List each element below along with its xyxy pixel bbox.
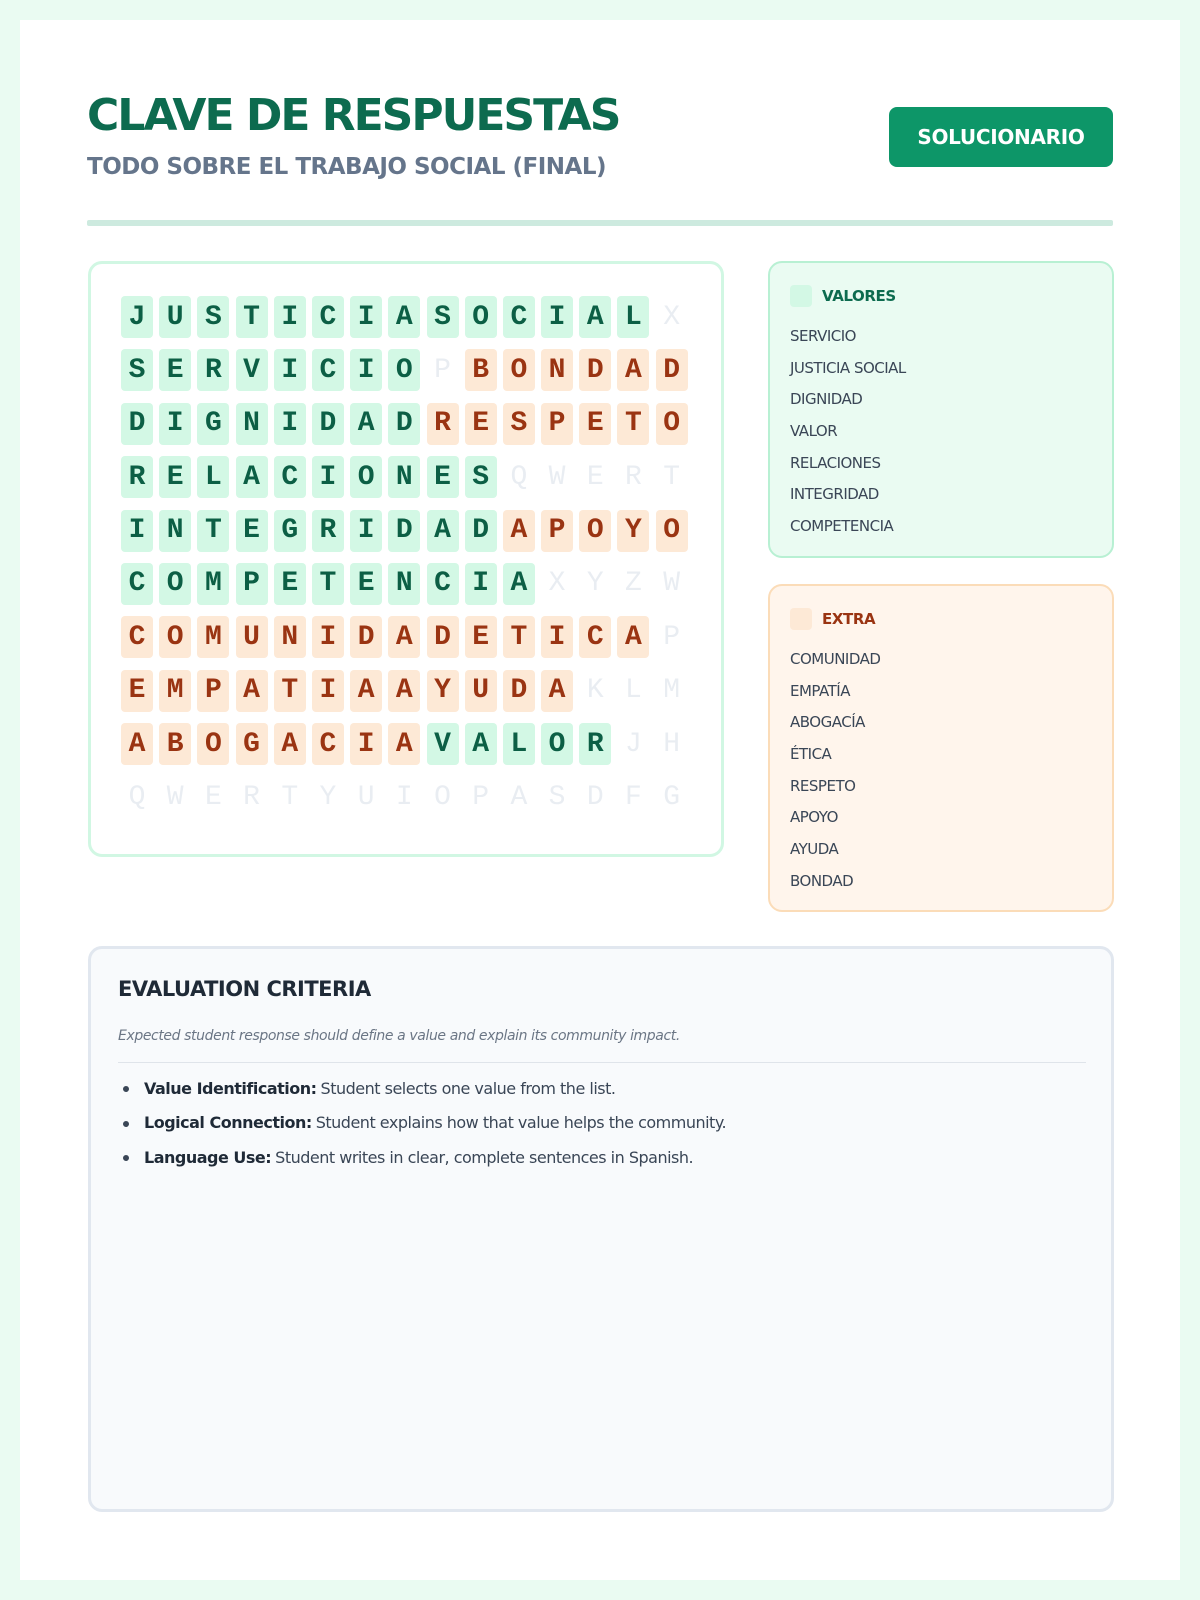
grid-cell: T xyxy=(197,510,229,552)
extra-box xyxy=(768,584,1114,912)
valores-box xyxy=(768,261,1114,558)
grid-cell: P xyxy=(236,563,268,605)
extra-word-list xyxy=(790,644,880,898)
grid-cell: O xyxy=(503,349,535,391)
grid-cell: D xyxy=(656,349,688,391)
evaluation-criteria-panel xyxy=(88,946,1114,1512)
grid-cell: S xyxy=(427,296,459,338)
valores-label: VALORES xyxy=(822,287,896,305)
valores-heading xyxy=(790,285,896,307)
grid-cell: A xyxy=(350,403,382,445)
grid-cell: R xyxy=(121,456,153,498)
grid-cell: U xyxy=(465,670,497,712)
grid-cell: X xyxy=(548,568,566,600)
grid-cell: G xyxy=(663,782,681,814)
grid-cell: N xyxy=(388,563,420,605)
grid-cell: L xyxy=(197,456,229,498)
grid-cell: Y xyxy=(427,670,459,712)
list-item: RESPETO xyxy=(790,776,856,795)
grid-cell: P xyxy=(434,354,451,386)
grid-cell: G xyxy=(197,403,229,445)
bullet-icon xyxy=(123,1086,129,1092)
grid-cell: O xyxy=(579,510,611,552)
criteria-item xyxy=(118,1072,726,1106)
grid-cell: D xyxy=(388,510,420,552)
grid-cell: O xyxy=(656,403,688,445)
grid-cell: E xyxy=(350,563,382,605)
grid-cell: C xyxy=(121,563,153,605)
grid-cell: I xyxy=(312,616,344,658)
grid-cell: G xyxy=(274,510,306,552)
grid-cell: T xyxy=(663,461,681,493)
grid-cell: T xyxy=(236,296,268,338)
grid-cell: A xyxy=(541,670,573,712)
grid-cell: E xyxy=(465,403,497,445)
grid-cell: D xyxy=(312,403,344,445)
grid-cell: P xyxy=(197,670,229,712)
grid-cell: E xyxy=(121,670,153,712)
grid-cell: S xyxy=(197,296,229,338)
grid-cell: W xyxy=(663,568,681,600)
grid-cell: C xyxy=(312,723,344,765)
grid-cell: I xyxy=(541,616,573,658)
criteria-note: Expected student response should define a value and explain its community impact. xyxy=(118,1028,680,1044)
grid-cell: C xyxy=(312,296,344,338)
grid-cell: T xyxy=(281,782,299,814)
grid-cell: Y xyxy=(617,510,649,552)
grid-cell: A xyxy=(236,670,268,712)
grid-cell: E xyxy=(465,616,497,658)
grid-cell: T xyxy=(617,403,649,445)
criteria-item-text: Student selects one value from the list. xyxy=(320,1079,616,1098)
grid-cell: R xyxy=(312,510,344,552)
word-search-grid xyxy=(121,296,688,819)
list-item: SERVICIO xyxy=(790,327,856,345)
criteria-title: EVALUATION CRITERIA xyxy=(118,977,371,1001)
list-item: BONDAD xyxy=(790,871,854,890)
grid-cell: A xyxy=(427,510,459,552)
grid-cell: Y xyxy=(319,782,337,814)
grid-cell: A xyxy=(510,782,528,814)
list-item: ABOGACÍA xyxy=(790,713,865,732)
grid-cell: O xyxy=(656,510,688,552)
grid-cell: R xyxy=(243,782,260,814)
grid-cell: R xyxy=(625,461,642,493)
grid-cell: B xyxy=(159,723,191,765)
grid-cell: T xyxy=(503,616,535,658)
grid-cell: I xyxy=(274,403,306,445)
grid-cell: S xyxy=(548,782,566,814)
grid-cell: A xyxy=(236,456,268,498)
grid-cell: A xyxy=(274,723,306,765)
grid-cell: C xyxy=(503,296,535,338)
grid-cell: U xyxy=(236,616,268,658)
grid-cell: N xyxy=(388,456,420,498)
grid-cell: I xyxy=(312,670,344,712)
grid-cell: A xyxy=(465,723,497,765)
grid-cell: I xyxy=(350,510,382,552)
grid-cell: V xyxy=(427,723,459,765)
grid-cell: S xyxy=(503,403,535,445)
grid-cell: N xyxy=(274,616,306,658)
grid-cell: H xyxy=(663,728,681,760)
grid-cell: O xyxy=(159,616,191,658)
valores-swatch xyxy=(790,285,812,307)
grid-cell: E xyxy=(274,563,306,605)
grid-cell: Y xyxy=(586,568,604,600)
page-subtitle: TODO SOBRE EL TRABAJO SOCIAL (FINAL) xyxy=(87,154,607,180)
grid-cell: A xyxy=(388,616,420,658)
grid-cell: G xyxy=(236,723,268,765)
grid-cell: T xyxy=(274,670,306,712)
grid-cell: C xyxy=(427,563,459,605)
list-item: APOYO xyxy=(790,808,838,827)
extra-swatch xyxy=(790,608,812,630)
bullet-icon xyxy=(123,1155,129,1161)
grid-cell: M xyxy=(197,563,229,605)
grid-cell: T xyxy=(312,563,344,605)
criteria-item-label: Value Identification: xyxy=(144,1079,317,1098)
grid-cell: D xyxy=(465,510,497,552)
grid-cell: Q xyxy=(510,461,528,493)
bullet-icon xyxy=(123,1121,129,1127)
valores-word-list xyxy=(790,321,906,543)
grid-cell: L xyxy=(625,675,642,707)
grid-cell: A xyxy=(617,616,649,658)
grid-cell: D xyxy=(350,616,382,658)
list-item: ÉTICA xyxy=(790,745,832,764)
grid-cell: Z xyxy=(625,568,642,600)
criteria-item-label: Language Use: xyxy=(144,1147,272,1167)
grid-cell: M xyxy=(663,675,681,707)
grid-cell: J xyxy=(121,296,153,338)
grid-cell: A xyxy=(503,563,535,605)
grid-cell: I xyxy=(350,723,382,765)
grid-cell: U xyxy=(357,782,375,814)
grid-cell: A xyxy=(388,723,420,765)
grid-cell: A xyxy=(388,296,420,338)
grid-cell: E xyxy=(579,403,611,445)
grid-cell: K xyxy=(586,675,604,707)
grid-cell: D xyxy=(579,349,611,391)
list-item: COMPETENCIA xyxy=(790,517,894,536)
criteria-list xyxy=(118,1072,726,1175)
grid-cell: I xyxy=(350,349,382,391)
grid-cell: M xyxy=(197,616,229,658)
grid-cell: C xyxy=(121,616,153,658)
grid-cell: D xyxy=(388,403,420,445)
criteria-item-text: Student explains how that value helps the community. xyxy=(315,1113,727,1133)
grid-cell: R xyxy=(197,349,229,391)
grid-cell: O xyxy=(465,296,497,338)
grid-cell: E xyxy=(159,456,191,498)
grid-cell: E xyxy=(586,461,604,493)
grid-cell: P xyxy=(663,621,681,653)
grid-cell: N xyxy=(541,349,573,391)
grid-cell: I xyxy=(312,456,344,498)
grid-cell: A xyxy=(503,510,535,552)
page-title: CLAVE DE RESPUESTAS xyxy=(87,90,620,141)
grid-cell: O xyxy=(541,723,573,765)
criteria-item xyxy=(118,1106,726,1140)
grid-cell: B xyxy=(465,349,497,391)
list-item: INTEGRIDAD xyxy=(790,485,879,504)
grid-cell: S xyxy=(121,349,153,391)
list-item: EMPATÍA xyxy=(790,681,850,700)
grid-cell: R xyxy=(427,403,459,445)
grid-cell: N xyxy=(159,510,191,552)
grid-cell: I xyxy=(121,510,153,552)
grid-cell: P xyxy=(472,782,490,814)
grid-cell: U xyxy=(159,296,191,338)
grid-cell: C xyxy=(579,616,611,658)
header-divider xyxy=(87,220,1113,226)
grid-cell: E xyxy=(204,782,222,814)
grid-cell: L xyxy=(503,723,535,765)
grid-cell: O xyxy=(159,563,191,605)
grid-cell: E xyxy=(236,510,268,552)
grid-cell: O xyxy=(434,782,451,814)
grid-cell: P xyxy=(541,510,573,552)
grid-cell: A xyxy=(121,723,153,765)
grid-cell: O xyxy=(350,456,382,498)
grid-cell: A xyxy=(350,670,382,712)
grid-cell: M xyxy=(159,670,191,712)
criteria-item-text: Student writes in clear, complete sentences in Spanish. xyxy=(275,1147,694,1167)
grid-cell: C xyxy=(274,456,306,498)
grid-cell: P xyxy=(541,403,573,445)
grid-cell: D xyxy=(503,670,535,712)
grid-cell: F xyxy=(625,782,642,814)
grid-cell: E xyxy=(159,349,191,391)
grid-cell: S xyxy=(465,456,497,498)
grid-cell: R xyxy=(579,723,611,765)
grid-cell: D xyxy=(427,616,459,658)
grid-cell: W xyxy=(548,461,566,493)
grid-cell: I xyxy=(465,563,497,605)
grid-cell: A xyxy=(388,670,420,712)
criteria-item xyxy=(118,1141,726,1175)
criteria-item-label: Logical Connection: xyxy=(144,1113,312,1133)
list-item: AYUDA xyxy=(790,840,839,859)
grid-cell: I xyxy=(274,296,306,338)
grid-cell: J xyxy=(625,728,642,760)
list-item: COMUNIDAD xyxy=(790,650,881,668)
grid-cell: I xyxy=(395,782,413,814)
grid-cell: E xyxy=(427,456,459,498)
grid-cell: N xyxy=(236,403,268,445)
grid-cell: O xyxy=(388,349,420,391)
grid-cell: I xyxy=(274,349,306,391)
list-item: JUSTICIA SOCIAL xyxy=(790,358,906,377)
grid-cell: L xyxy=(617,296,649,338)
grid-cell: W xyxy=(166,782,184,814)
grid-cell: O xyxy=(197,723,229,765)
criteria-divider xyxy=(118,1062,1086,1063)
grid-cell: I xyxy=(159,403,191,445)
grid-cell: C xyxy=(312,349,344,391)
grid-cell: I xyxy=(350,296,382,338)
grid-cell: D xyxy=(121,403,153,445)
solucionario-badge: SOLUCIONARIO xyxy=(889,107,1113,167)
grid-cell: V xyxy=(236,349,268,391)
list-item: RELACIONES xyxy=(790,453,881,472)
grid-cell: A xyxy=(617,349,649,391)
extra-label: EXTRA xyxy=(822,610,876,628)
list-item: DIGNIDAD xyxy=(790,390,863,409)
grid-cell: X xyxy=(663,301,681,333)
grid-cell: D xyxy=(586,782,604,814)
grid-cell: A xyxy=(579,296,611,338)
grid-cell: I xyxy=(541,296,573,338)
extra-heading xyxy=(790,608,875,630)
grid-cell: Q xyxy=(128,782,146,814)
list-item: VALOR xyxy=(790,422,838,441)
